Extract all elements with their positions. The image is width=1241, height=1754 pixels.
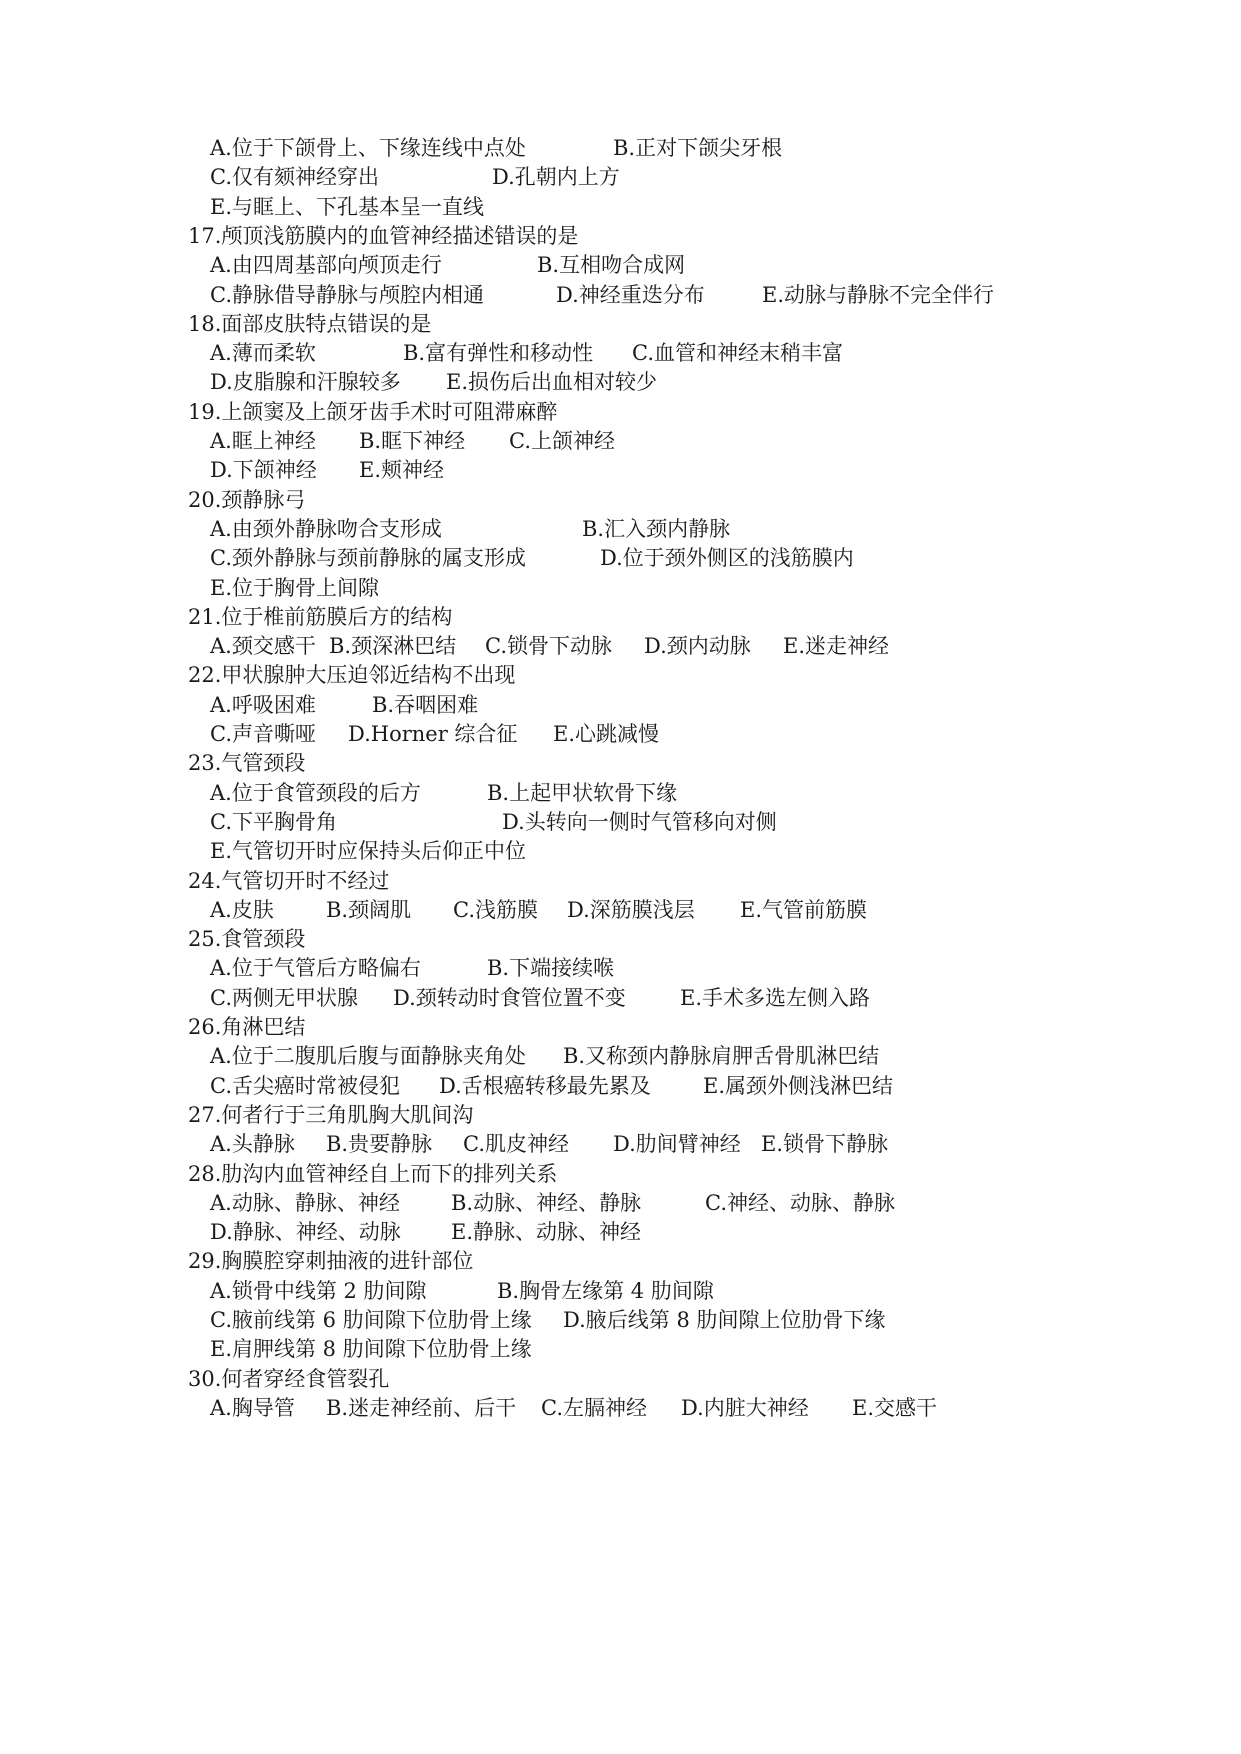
answer-option: A.薄而柔软 [210,341,316,366]
question-stem-line [0,1158,1241,1191]
answer-options-line [0,777,1241,810]
answer-options-line [0,718,1241,751]
answer-option: B.迷走神经前、后干 [326,1395,517,1420]
answer-option: D.Horner 综合征 [348,722,518,746]
answer-option: A.眶上神经 [210,429,316,453]
answer-option: C.浅筋膜 [453,897,538,922]
question-text: 30.何者穿经食管裂孔 [188,1366,390,1391]
answer-option: A.位于气管后方略偏右 [210,956,421,981]
question-stem-line [0,484,1241,517]
answer-option: C.锁骨下动脉 [485,634,612,659]
answer-option: C.静脉借导静脉与颅腔内相通 [210,282,484,307]
answer-options-line [0,161,1241,194]
answer-option: D.肋间臂神经 [613,1132,741,1157]
answer-options-line [0,1128,1241,1161]
answer-options-line [0,572,1241,605]
answer-option: E.与眶上、下孔基本呈一直线 [210,194,485,219]
answer-option: E.手术多选左侧入路 [680,985,871,1010]
answer-option: B.贵要静脉 [326,1132,433,1157]
answer-options-line [0,191,1241,224]
answer-option: E.迷走神经 [783,634,890,659]
answer-options-line [0,1392,1241,1425]
answer-option: C.肌皮神经 [463,1132,569,1157]
question-stem-line [0,1245,1241,1278]
answer-option: A.由四周基部向颅顶走行 [210,253,442,278]
question-stem-line [0,747,1241,780]
answer-option: E.气管切开时应保持头后仰正中位 [210,839,527,864]
answer-option: A.皮肤 [210,897,274,922]
answer-option: A.锁骨中线第 2 肋间隙 [210,1278,427,1303]
answer-option: A.呼吸困难 [210,692,316,717]
answer-option: C.上颌神经 [509,429,615,453]
answer-options-line [0,630,1241,663]
answer-option: E.肩胛线第 8 肋间隙下位肋骨上缘 [210,1337,532,1362]
answer-option: D.静脉、神经、动脉 [210,1220,401,1245]
answer-option: C.两侧无甲状腺 [210,985,358,1010]
answer-options-line [0,366,1241,399]
question-stem-line [0,865,1241,898]
answer-option: E.静脉、动脉、神经 [451,1220,642,1245]
answer-options-line [0,982,1241,1015]
question-stem-line [0,220,1241,253]
answer-options-line [0,337,1241,370]
question-text: 21.位于椎前筋膜后方的结构 [188,604,453,629]
answer-option: E.损伤后出血相对较少 [446,370,658,395]
question-stem-line [0,396,1241,429]
answer-options-line [0,513,1241,546]
answer-options-line [0,835,1241,868]
answer-option: D.皮脂腺和汗腺较多 [210,370,401,395]
question-text: 26.角淋巴结 [188,1015,306,1039]
answer-option: A.动脉、静脉、神经 [210,1190,400,1215]
question-text: 20.颈静脉弓 [188,487,306,512]
question-text: 24.气管切开时不经过 [188,868,390,893]
answer-option: B.正对下颌尖牙根 [613,136,783,160]
answer-options-line [0,249,1241,282]
answer-option: A.由颈外静脉吻合支形成 [210,516,442,541]
question-text: 27.何者行于三角肌胸大肌间沟 [188,1102,474,1127]
answer-option: D.内脏大神经 [681,1395,809,1420]
answer-option: D.神经重迭分布 [556,282,705,307]
answer-option: E.属颈外侧浅淋巴结 [703,1073,894,1098]
answer-option: B.下端接续喉 [487,956,615,981]
answer-option: C.声音嘶哑 [210,722,316,746]
answer-option: C.腋前线第 6 肋间隙下位肋骨上缘 [210,1308,532,1332]
answer-option: C.神经、动脉、静脉 [705,1190,895,1215]
question-text: 22.甲状腺肿大压迫邻近结构不出现 [188,663,516,688]
answer-options-line [0,689,1241,722]
answer-options-line [0,952,1241,985]
question-text: 29.胸膜腔穿刺抽液的进针部位 [188,1249,474,1274]
answer-option: B.富有弹性和移动性 [403,341,594,366]
answer-option: A.位于食管颈段的后方 [210,780,421,805]
answer-option: E.颊神经 [359,458,445,483]
question-text: 28.肋沟内血管神经自上而下的排列关系 [188,1161,558,1186]
answer-option: C.左膈神经 [541,1395,647,1420]
answer-option: E.气管前筋膜 [740,897,868,922]
answer-option: B.吞咽困难 [372,692,479,717]
question-text: 19.上颌窦及上颌牙齿手术时可阻滞麻醉 [188,399,558,424]
question-text: 18.面部皮肤特点错误的是 [188,311,432,336]
answer-option: D.位于颈外侧区的浅筋膜内 [600,546,854,571]
answer-option: D.腋后线第 8 肋间隙上位肋骨下缘 [563,1308,886,1332]
answer-option: B.颈阔肌 [326,897,412,922]
answer-option: D.舌根癌转移最先累及 [439,1073,651,1098]
answer-options-line [0,1216,1241,1249]
answer-option: A.位于下颌骨上、下缘连线中点处 [210,136,526,160]
answer-option: D.孔朝内上方 [492,165,620,190]
answer-option: C.仅有颏神经穿出 [210,165,379,190]
answer-options-line [0,279,1241,312]
answer-option: B.汇入颈内静脉 [582,516,731,541]
answer-option: D.下颌神经 [210,458,317,483]
answer-options-line [0,1275,1241,1308]
question-stem-line [0,308,1241,341]
answer-option: B.眶下神经 [359,429,466,453]
answer-options-line [0,1304,1241,1337]
question-stem-line [0,1363,1241,1396]
answer-options-line [0,1070,1241,1103]
answer-option: E.位于胸骨上间隙 [210,575,380,600]
answer-option: B.又称颈内静脉肩胛舌骨肌淋巴结 [563,1044,880,1069]
answer-options-line [0,1040,1241,1073]
answer-option: E.动脉与静脉不完全伴行 [762,282,995,307]
question-stem-line [0,659,1241,692]
answer-options-line [0,1333,1241,1366]
answer-option: C.舌尖癌时常被侵犯 [210,1073,400,1098]
answer-option: C.下平胸骨角 [210,809,337,834]
answer-option: A.胸导管 [210,1395,295,1420]
answer-options-line [0,894,1241,927]
question-stem-line [0,923,1241,956]
answer-option: B.动脉、神经、静脉 [451,1190,642,1215]
answer-options-line [0,132,1241,165]
answer-option: D.深筋膜浅层 [567,897,695,922]
question-stem-line [0,601,1241,634]
answer-option: D.颈转动时食管位置不变 [393,985,626,1010]
answer-options-line [0,542,1241,575]
answer-option: A.颈交感干 [210,634,316,659]
answer-option: B.颈深淋巴结 [329,634,457,659]
question-stem-line [0,1011,1241,1044]
question-stem-line [0,1099,1241,1132]
answer-option: D.颈内动脉 [644,634,751,659]
answer-option: E.心跳减慢 [553,722,660,746]
answer-option: B.胸骨左缘第 4 肋间隙 [497,1278,714,1303]
answer-option: B.上起甲状软骨下缘 [487,780,678,805]
answer-option: E.交感干 [852,1395,938,1420]
answer-option: A.位于二腹肌后腹与面静脉夹角处 [210,1044,526,1069]
answer-option: C.血管和神经末稍丰富 [632,341,843,366]
question-text: 17.颅顶浅筋膜内的血管神经描述错误的是 [188,223,579,248]
answer-options-line [0,1187,1241,1220]
answer-option: C.颈外静脉与颈前静脉的属支形成 [210,546,526,571]
answer-options-line [0,454,1241,487]
question-text: 23.气管颈段 [188,751,306,776]
answer-options-line [0,806,1241,839]
answer-options-line [0,425,1241,458]
answer-option: E.锁骨下静脉 [761,1132,889,1157]
answer-option: B.互相吻合成网 [537,253,686,278]
answer-option: D.头转向一侧时气管移向对侧 [502,809,777,834]
answer-option: A.头静脉 [210,1132,295,1157]
question-text: 25.食管颈段 [188,927,306,952]
